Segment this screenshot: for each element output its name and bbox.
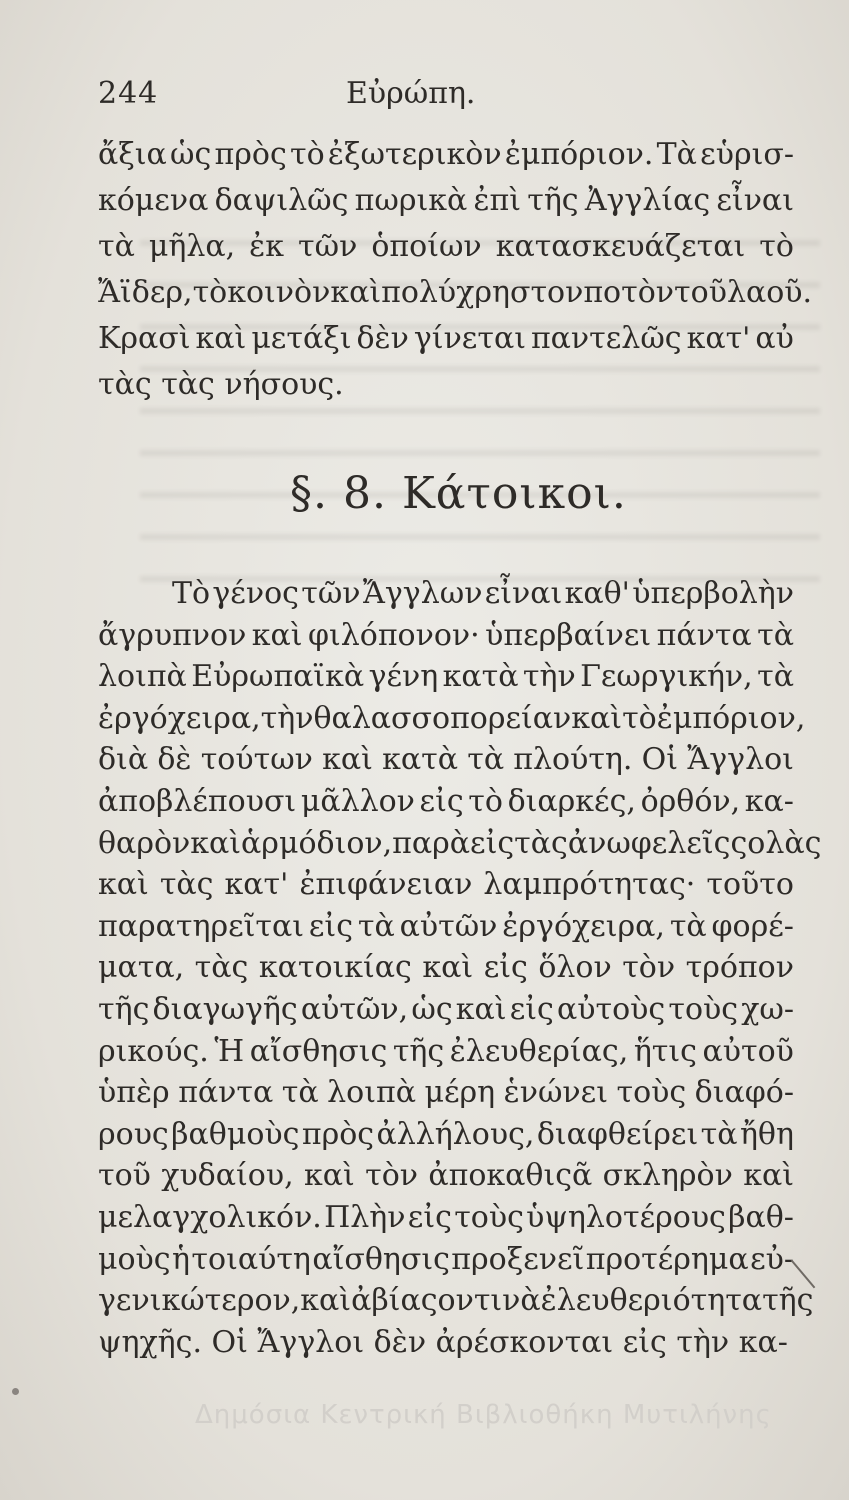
word: αἴσθησις bbox=[312, 1241, 450, 1277]
word: τῆς bbox=[527, 183, 579, 218]
word: τῆς bbox=[762, 1283, 814, 1319]
word: τὰ bbox=[757, 659, 794, 695]
word: ὅλον bbox=[538, 950, 612, 986]
word: τὰ bbox=[357, 908, 395, 944]
running-head: Εὐρώπη. bbox=[346, 76, 476, 111]
word: τὸ bbox=[759, 229, 794, 264]
word: τοῦ bbox=[98, 1158, 151, 1194]
word: καὶ bbox=[251, 617, 303, 653]
word: ρους bbox=[98, 1116, 169, 1152]
word: καὶ bbox=[422, 950, 474, 986]
word: τὰ bbox=[700, 1116, 738, 1152]
word: τῶν bbox=[301, 576, 361, 611]
word: Εὐρωπαϊκὰ bbox=[191, 659, 365, 695]
word: κατασκευάζεται bbox=[495, 229, 746, 264]
word: τὴν bbox=[522, 659, 576, 695]
word: ἀποκαθιςᾶ bbox=[428, 1158, 593, 1194]
word: ἀλλήλους, bbox=[376, 1116, 535, 1152]
text-line bbox=[98, 1156, 794, 1196]
word: εἰς bbox=[308, 908, 353, 944]
word: Πλὴν bbox=[324, 1200, 406, 1235]
word: αἴσθησις bbox=[249, 1033, 388, 1069]
word: τὰ bbox=[467, 742, 505, 778]
word: πάντα bbox=[178, 1075, 274, 1111]
word: κατ' bbox=[224, 867, 289, 903]
text-line bbox=[98, 699, 806, 739]
word: τὸν bbox=[622, 950, 676, 986]
word: σκληρὸν bbox=[602, 1158, 733, 1194]
word: γένος bbox=[212, 576, 299, 611]
word: μέρη bbox=[424, 1075, 496, 1111]
word: ἤθη bbox=[739, 1116, 794, 1152]
text-line bbox=[98, 135, 794, 175]
word: τοὺς bbox=[454, 1200, 524, 1235]
word: χω- bbox=[741, 992, 794, 1027]
word: τὸ bbox=[468, 784, 503, 819]
word: μελαγχολικόν. bbox=[98, 1200, 322, 1235]
word: εἰς bbox=[509, 992, 554, 1027]
word: ἐργόχειρα, bbox=[98, 700, 261, 736]
word: εἰς bbox=[483, 950, 528, 986]
page-header bbox=[98, 76, 798, 126]
word: διαφό- bbox=[694, 1075, 794, 1111]
word: τοιαύτη bbox=[191, 1241, 311, 1277]
text-line bbox=[98, 273, 813, 313]
word: ἐμπόριον. bbox=[504, 137, 654, 172]
text-line bbox=[98, 1032, 794, 1072]
word: κατὰ bbox=[382, 742, 458, 778]
word: ρικούς. bbox=[98, 1033, 209, 1069]
word: αὐτῶν, bbox=[300, 992, 409, 1027]
word: γίνεται bbox=[413, 321, 526, 356]
word: ὑπὲρ bbox=[98, 1075, 170, 1111]
text-line bbox=[98, 782, 794, 822]
word: εἶναι bbox=[484, 576, 563, 611]
word: φορέ- bbox=[711, 908, 794, 944]
word: τὴν bbox=[260, 700, 314, 736]
ink-speck bbox=[12, 1388, 19, 1395]
word: ἐλευθερίας, bbox=[449, 1033, 629, 1069]
word: βαθ- bbox=[728, 1200, 794, 1235]
word: ὡς bbox=[170, 137, 212, 172]
text-line: ψηχῆς. Οἱ Ἄγγλοι δὲν ἀρέσκονται εἰς τὴν κα- bbox=[98, 1324, 788, 1360]
word: ἐπιφάνειαν bbox=[299, 867, 473, 903]
text-line bbox=[98, 907, 794, 947]
word: ἡ bbox=[172, 1241, 190, 1277]
word: προξενεῖ bbox=[451, 1241, 585, 1277]
word: Ἡ bbox=[214, 1033, 245, 1069]
word: ὑπερβολὴν bbox=[632, 576, 794, 611]
word: καὶ bbox=[303, 1158, 355, 1194]
text-line bbox=[98, 740, 794, 780]
word: κατοικίας bbox=[258, 950, 412, 986]
word: καὶ bbox=[322, 742, 373, 778]
word: Ἄϊδερ, bbox=[98, 275, 193, 310]
word: τοῦ bbox=[674, 275, 727, 310]
word: καὶ bbox=[571, 700, 623, 736]
word: εἰς bbox=[419, 784, 464, 819]
word: βαθμοὺς bbox=[171, 1116, 300, 1152]
word: Οἱ bbox=[641, 742, 679, 778]
word: χυδαίου, bbox=[161, 1158, 294, 1194]
word: γενικώτερον, bbox=[98, 1283, 301, 1319]
word: Ἀγγλίας bbox=[584, 183, 711, 218]
word: πλούτη. bbox=[513, 742, 633, 778]
text-line bbox=[98, 1198, 794, 1238]
text-line bbox=[98, 865, 794, 905]
word: εἰς bbox=[407, 1200, 452, 1235]
word: τὰ bbox=[281, 1075, 319, 1111]
word: ὑπερβαίνει bbox=[485, 617, 652, 653]
word: προτέρημα bbox=[585, 1241, 749, 1277]
word: τὰς bbox=[159, 867, 214, 903]
word: τῆς bbox=[392, 1033, 445, 1069]
word: θαλασσοπορείαν bbox=[313, 700, 572, 736]
word: τὸν bbox=[365, 1158, 419, 1194]
library-watermark: Δημόσια Κεντρική Βιβλιοθήκη Μυτιλήνης bbox=[195, 1400, 772, 1430]
word: τῆς bbox=[98, 992, 150, 1027]
word: καὶ bbox=[190, 825, 242, 861]
word: Κρασὶ bbox=[98, 321, 191, 356]
word: ἁρμόδιον, bbox=[241, 825, 393, 861]
text-line bbox=[98, 657, 794, 697]
word: ὀρθόν, bbox=[640, 784, 741, 819]
word: θαρὸν bbox=[98, 825, 191, 861]
word: ἥτις bbox=[633, 1033, 697, 1069]
word: ἐκ bbox=[249, 229, 285, 264]
word: μῆλα, bbox=[148, 229, 236, 264]
word: τινὰ bbox=[473, 1283, 541, 1319]
word: ἄξια bbox=[98, 137, 167, 172]
word: κόμενα bbox=[98, 183, 209, 218]
word: καὶ bbox=[195, 321, 247, 356]
word: Ἄγγλων bbox=[362, 576, 483, 611]
text-line bbox=[98, 1073, 794, 1113]
word: τὰ bbox=[669, 908, 707, 944]
word: ὁποίων bbox=[371, 229, 482, 264]
text-line bbox=[98, 824, 822, 864]
word: ἐπὶ bbox=[473, 183, 522, 218]
word: εἰς bbox=[470, 825, 515, 861]
word: κοινὸν bbox=[227, 275, 331, 310]
word: τὰς bbox=[194, 950, 249, 986]
word: πρὸς bbox=[301, 1116, 375, 1152]
word: αὐτῶν bbox=[399, 908, 498, 944]
word: μᾶλλον bbox=[300, 784, 415, 819]
word: τοὺς bbox=[616, 1075, 687, 1111]
word: ἀποβλέπουσι bbox=[98, 784, 297, 819]
word: εὐ- bbox=[750, 1241, 794, 1277]
text-line bbox=[98, 616, 794, 656]
word: καθ' bbox=[564, 576, 630, 611]
word: ἀνωφελεῖς bbox=[567, 825, 731, 861]
word: τρόπον bbox=[685, 950, 794, 986]
word: πωρικὰ bbox=[354, 183, 468, 218]
word: πολύχρηστον bbox=[381, 275, 584, 310]
word: καὶ bbox=[455, 992, 507, 1027]
word: καὶ bbox=[743, 1158, 794, 1194]
word: ἀβίαςον bbox=[351, 1283, 474, 1319]
word: λοιπὰ bbox=[98, 659, 187, 695]
word: μετάξι bbox=[251, 321, 352, 356]
page-number: 244 bbox=[98, 76, 159, 111]
word: δὲ bbox=[157, 742, 192, 778]
word: αὐτοὺς bbox=[557, 992, 666, 1027]
word: παρατηρεῖται bbox=[98, 908, 305, 944]
text-line bbox=[98, 1115, 794, 1155]
word: Τὸ bbox=[172, 576, 211, 611]
word: τὸ bbox=[622, 700, 657, 736]
word: ματα, bbox=[98, 950, 185, 986]
text-line bbox=[98, 319, 794, 359]
word: διὰ bbox=[98, 742, 149, 778]
text-line bbox=[98, 1240, 794, 1280]
word: διαρκές, bbox=[507, 784, 636, 819]
text-line bbox=[98, 1281, 814, 1321]
word: πρὸς bbox=[214, 137, 287, 172]
word: ἑνώνει bbox=[503, 1075, 608, 1111]
word: πάντα bbox=[656, 617, 752, 653]
word: δαψιλῶς bbox=[214, 183, 349, 218]
word: τοὺς bbox=[668, 992, 739, 1027]
word: ἐλευθεριότητα bbox=[540, 1283, 763, 1319]
word: τὰ bbox=[98, 229, 135, 264]
word: κατὰ bbox=[442, 659, 519, 695]
word: διαφθείρει bbox=[536, 1116, 699, 1152]
word: ἐμπόριον, bbox=[656, 700, 806, 736]
word: τὰ bbox=[757, 617, 794, 653]
word: ἄγρυπνον bbox=[98, 617, 247, 653]
word: αὐ bbox=[755, 321, 794, 356]
word: αὐτοῦ bbox=[702, 1033, 794, 1069]
text-line bbox=[98, 227, 794, 267]
word: γένη bbox=[368, 659, 439, 695]
word: κα- bbox=[744, 784, 794, 819]
word: τὰς bbox=[514, 825, 568, 861]
word: ὑψηλοτέρους bbox=[526, 1200, 726, 1235]
word: μοὺς bbox=[98, 1241, 171, 1277]
word: καὶ bbox=[98, 867, 149, 903]
word: ποτὸν bbox=[583, 275, 675, 310]
word: εὑρισ- bbox=[700, 137, 794, 172]
word: παντελῶς bbox=[530, 321, 682, 356]
word: λοιπὰ bbox=[327, 1075, 416, 1111]
word: ἐξωτερικὸν bbox=[327, 137, 502, 172]
text-line: τὰς τὰς νήσους. bbox=[98, 367, 344, 402]
word: παρὰ bbox=[392, 825, 471, 861]
text-line bbox=[98, 990, 794, 1030]
word: ἐργόχειρα, bbox=[502, 908, 665, 944]
word: ὡς bbox=[411, 992, 453, 1027]
word: λαμπρότητας· bbox=[483, 867, 696, 903]
word: Ἄγγλοι bbox=[687, 742, 794, 778]
word: καὶ bbox=[330, 275, 382, 310]
word: δὲν bbox=[356, 321, 409, 356]
word: διαγωγῆς bbox=[152, 992, 298, 1027]
text-line bbox=[172, 574, 794, 614]
word: φιλόπονον· bbox=[307, 617, 480, 653]
word: Γεωργικήν, bbox=[580, 659, 753, 695]
word: Τὰ bbox=[656, 137, 697, 172]
word: λαοῦ. bbox=[726, 275, 813, 310]
word: καὶ bbox=[300, 1283, 352, 1319]
word: εἶναι bbox=[716, 183, 794, 218]
text-line bbox=[98, 181, 794, 221]
word: τὸ bbox=[192, 275, 228, 310]
word: κατ' bbox=[686, 321, 751, 356]
word: τούτων bbox=[200, 742, 313, 778]
word: τὸ bbox=[290, 137, 325, 172]
text-line bbox=[98, 948, 794, 988]
word: ςολὰς bbox=[730, 825, 822, 861]
word: τοῦτο bbox=[706, 867, 794, 903]
word: τῶν bbox=[298, 229, 358, 264]
section-heading: §. 8. Κάτοικοι. bbox=[290, 468, 627, 519]
